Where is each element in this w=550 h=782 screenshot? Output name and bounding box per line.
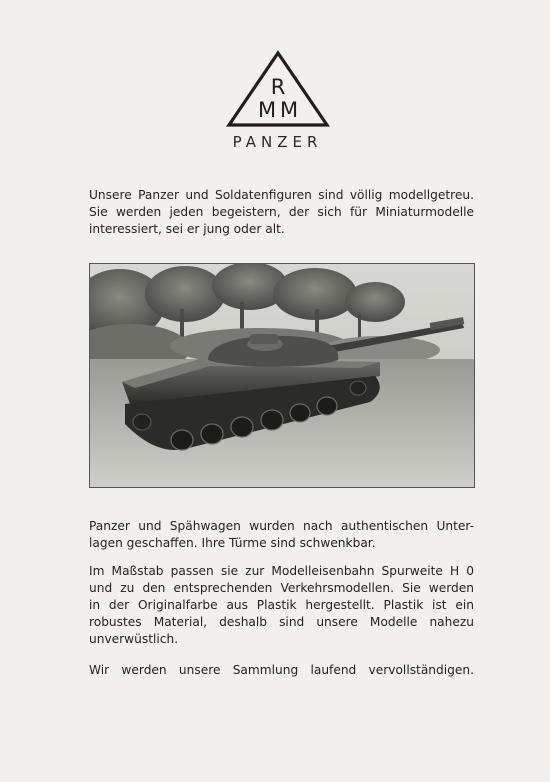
paragraph-3	[89, 563, 474, 648]
para3-line: und zu den entsprechenden Verkehrsmodellen. Sie werden	[89, 581, 474, 595]
intro-line: Sie werden jeden begeistern, der sich für Miniaturmodelle	[89, 205, 474, 219]
logo-letter-r: R	[270, 75, 286, 99]
brand-title: PANZER	[232, 133, 323, 151]
rmm-logo	[226, 50, 330, 128]
intro-paragraph	[89, 187, 474, 238]
intro-line: Unsere Panzer und Soldatenfiguren sind völlig modellgetreu.	[89, 188, 474, 202]
intro-line: interessiert, sei er jung oder alt.	[89, 222, 285, 236]
logo-letter-m2: M	[279, 98, 299, 122]
tank-photo	[89, 263, 475, 488]
paragraph-2	[89, 518, 474, 552]
paragraph-4	[89, 662, 474, 679]
para3-line: in der Originalfarbe aus Plastik hergestellt. Plastik ist ein	[89, 598, 474, 612]
para3-line: unverwüstlich.	[89, 632, 179, 646]
logo-letter-m1: M	[257, 98, 277, 122]
para2-line: lagen geschaffen. Ihre Türme sind schwenkbar.	[89, 536, 376, 550]
para3-line: robustes Material, deshalb sind unsere Modelle nahezu	[89, 615, 474, 629]
para3-line: Im Maßstab passen sie zur Modelleisenbahn Spurweite H 0	[89, 564, 474, 578]
para4-line: Wir werden unsere Sammlung laufend vervollständigen.	[89, 663, 474, 677]
para2-line: Panzer und Spähwagen wurden nach authentischen Unter-	[89, 519, 474, 533]
